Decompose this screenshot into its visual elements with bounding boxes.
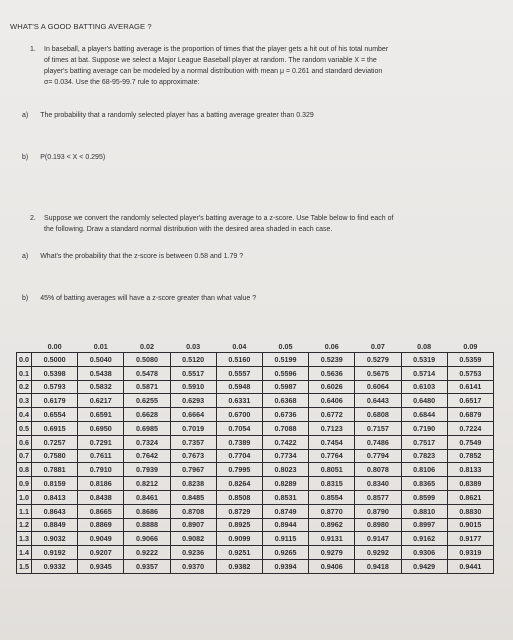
- z-table-column-header: 0.04: [232, 341, 247, 351]
- z-table-cell: 0.7995: [216, 463, 262, 477]
- z-table-cell: 0.6808: [355, 408, 401, 422]
- z-table-column-header: 0.03: [186, 341, 201, 351]
- question-1b-label: b): [22, 154, 29, 161]
- z-table-cell: 0.5557: [216, 366, 262, 380]
- z-table-cell: 0.5596: [262, 366, 308, 380]
- z-table-cell: 0.9131: [309, 532, 355, 546]
- z-table-cell: 0.9192: [32, 546, 78, 560]
- z-table-cell: 0.8729: [216, 504, 262, 518]
- z-table-cell: 0.8051: [309, 463, 355, 477]
- z-table-cell: 0.8770: [309, 504, 355, 518]
- z-table-cell: 0.5636: [309, 366, 355, 380]
- z-table-cell: 0.7881: [32, 463, 78, 477]
- question-2b-text: 45% of batting averages will have a z-score greater than what value ?: [40, 295, 257, 302]
- z-table-cell: 0.8944: [262, 518, 308, 532]
- z-table-cell: 0.9066: [124, 532, 170, 546]
- z-table-cell: 0.9236: [170, 546, 216, 560]
- z-table-cell: 0.9049: [78, 532, 124, 546]
- z-table-column-header: 0.01: [93, 341, 108, 351]
- z-table-cell: 0.8531: [262, 490, 308, 504]
- z-table-cell: 0.6255: [124, 394, 170, 408]
- question-2-line: Suppose we convert the randomly selected player's batting average to a z-score. Use Table below to find each of: [44, 215, 394, 222]
- table-row: [17, 394, 494, 408]
- z-table-cell: 0.5478: [124, 366, 170, 380]
- z-table-cell: 0.6517: [447, 394, 493, 408]
- z-table-cell: 0.6179: [32, 394, 78, 408]
- z-table-cell: 0.7704: [216, 449, 262, 463]
- z-table-cell: 0.7454: [309, 435, 355, 449]
- question-1-line: σ= 0.034. Use the 68-95-99.7 rule to approximate:: [44, 79, 200, 86]
- z-table-cell: 0.8621: [447, 490, 493, 504]
- z-table-cell: 0.6700: [216, 408, 262, 422]
- table-row: [17, 490, 494, 504]
- z-table-cell: 0.7190: [401, 421, 447, 435]
- z-table-cell: 0.6554: [32, 408, 78, 422]
- z-table-cell: 0.9222: [124, 546, 170, 560]
- z-table-cell: 0.8708: [170, 504, 216, 518]
- z-table-cell: 0.7517: [401, 435, 447, 449]
- z-table-cell: 0.5040: [78, 353, 124, 367]
- z-table-cell: 0.8888: [124, 518, 170, 532]
- z-table-row-label: 0.3: [17, 394, 32, 408]
- z-table-column-header: 0.02: [139, 341, 154, 351]
- z-table-cell: 0.8186: [78, 477, 124, 491]
- question-2b: [22, 295, 256, 302]
- z-table-cell: 0.6480: [401, 394, 447, 408]
- z-table-cell: 0.8554: [309, 490, 355, 504]
- z-table-column-header: 0.06: [324, 341, 339, 351]
- table-row: [17, 546, 494, 560]
- z-table-cell: 0.9345: [78, 559, 124, 573]
- z-table-cell: 0.5438: [78, 366, 124, 380]
- table-row: [17, 504, 494, 518]
- z-table-cell: 0.9370: [170, 559, 216, 573]
- z-table-cell: 0.8289: [262, 477, 308, 491]
- z-table-cell: 0.9319: [447, 546, 493, 560]
- z-table-cell: 0.7257: [32, 435, 78, 449]
- z-table-cell: 0.6915: [32, 421, 78, 435]
- z-table-cell: 0.8264: [216, 477, 262, 491]
- z-table: [16, 340, 494, 574]
- z-table-cell: 0.8023: [262, 463, 308, 477]
- z-table-cell: 0.5359: [447, 353, 493, 367]
- z-table-cell: 0.8238: [170, 477, 216, 491]
- z-table-row-label: 0.7: [17, 449, 32, 463]
- z-table-cell: 0.5910: [170, 380, 216, 394]
- z-table-cell: 0.8925: [216, 518, 262, 532]
- z-table-row-label: 0.2: [17, 380, 32, 394]
- z-table-cell: 0.7642: [124, 449, 170, 463]
- z-table-cell: 0.8106: [401, 463, 447, 477]
- question-2a-label: a): [22, 253, 29, 260]
- z-table-cell: 0.8997: [401, 518, 447, 532]
- question-1b: [22, 154, 105, 161]
- z-table-cell: 0.5948: [216, 380, 262, 394]
- table-row: [17, 380, 494, 394]
- z-table-cell: 0.6368: [262, 394, 308, 408]
- z-table-cell: 0.8869: [78, 518, 124, 532]
- question-1b-text: P(0.193 < X < 0.295): [40, 154, 106, 161]
- z-table-cell: 0.6443: [355, 394, 401, 408]
- z-table-cell: 0.6950: [78, 421, 124, 435]
- z-table-cell: 0.7224: [447, 421, 493, 435]
- z-table-cell: 0.9418: [355, 559, 401, 573]
- z-table-cell: 0.8907: [170, 518, 216, 532]
- z-table-cell: 0.8508: [216, 490, 262, 504]
- z-table-cell: 0.6217: [78, 394, 124, 408]
- z-table-cell: 0.9099: [216, 532, 262, 546]
- question-2-line: the following. Draw a standard normal distribution with the desired area shaded in each case.: [44, 226, 333, 233]
- z-table-row-label: 1.0: [17, 490, 32, 504]
- z-table-cell: 0.7967: [170, 463, 216, 477]
- z-table-cell: 0.8749: [262, 504, 308, 518]
- z-table-cell: 0.8686: [124, 504, 170, 518]
- z-table-cell: 0.7088: [262, 421, 308, 435]
- z-table-corner: [17, 340, 32, 353]
- z-table-cell: 0.9115: [262, 532, 308, 546]
- z-table-row-label: 1.3: [17, 532, 32, 546]
- z-table-column-header: 0.00: [47, 341, 62, 351]
- z-table-cell: 0.6844: [401, 408, 447, 422]
- z-table-cell: 0.9279: [309, 546, 355, 560]
- z-table-cell: 0.5279: [355, 353, 401, 367]
- z-table-row-label: 0.0: [17, 353, 32, 367]
- z-table-column-header: 0.08: [417, 341, 432, 351]
- table-row: [17, 518, 494, 532]
- z-table-cell: 0.8365: [401, 477, 447, 491]
- z-table-cell: 0.6293: [170, 394, 216, 408]
- question-1-line: In baseball, a player's batting average is the proportion of times that the player gets a hit out of his total number: [44, 46, 389, 53]
- z-table-cell: 0.8212: [124, 477, 170, 491]
- z-table-cell: 0.6103: [401, 380, 447, 394]
- table-row: [17, 463, 494, 477]
- z-table-cell: 0.9251: [216, 546, 262, 560]
- question-1-line: of times at bat. Suppose we select a Major League Baseball player at random. The random variable X = the: [44, 57, 377, 64]
- z-table-cell: 0.8849: [32, 518, 78, 532]
- table-row: [17, 449, 494, 463]
- z-table-cell: 0.7291: [78, 435, 124, 449]
- z-table-cell: 0.9177: [447, 532, 493, 546]
- z-table-cell: 0.8133: [447, 463, 493, 477]
- z-table-cell: 0.5675: [355, 366, 401, 380]
- z-table-cell: 0.6064: [355, 380, 401, 394]
- z-table-cell: 0.9015: [447, 518, 493, 532]
- z-table-cell: 0.8665: [78, 504, 124, 518]
- z-table-cell: 0.7580: [32, 449, 78, 463]
- z-table-cell: 0.9332: [32, 559, 78, 573]
- z-table-cell: 0.6772: [309, 408, 355, 422]
- z-table-cell: 0.8159: [32, 477, 78, 491]
- z-table-cell: 0.9292: [355, 546, 401, 560]
- table-row: [17, 421, 494, 435]
- table-row: [17, 366, 494, 380]
- z-table-cell: 0.9306: [401, 546, 447, 560]
- z-table-cell: 0.5871: [124, 380, 170, 394]
- z-table-cell: 0.8577: [355, 490, 401, 504]
- question-2a-text: What's the probability that the z-score is between 0.58 and 1.79 ?: [40, 253, 244, 260]
- table-row: [17, 477, 494, 491]
- z-table-cell: 0.6591: [78, 408, 124, 422]
- z-table-cell: 0.7422: [262, 435, 308, 449]
- z-table-cell: 0.5517: [170, 366, 216, 380]
- z-table-cell: 0.5239: [309, 353, 355, 367]
- z-table-cell: 0.8980: [355, 518, 401, 532]
- z-table-cell: 0.5080: [124, 353, 170, 367]
- z-table-cell: 0.7123: [309, 421, 355, 435]
- z-table-cell: 0.5000: [32, 353, 78, 367]
- z-table-cell: 0.8830: [447, 504, 493, 518]
- z-table-cell: 0.9265: [262, 546, 308, 560]
- z-table-cell: 0.7389: [216, 435, 262, 449]
- question-2a: [22, 253, 243, 260]
- z-table-cell: 0.7794: [355, 449, 401, 463]
- z-table-cell: 0.6406: [309, 394, 355, 408]
- z-table-cell: 0.6985: [124, 421, 170, 435]
- z-table-cell: 0.8315: [309, 477, 355, 491]
- z-table-cell: 0.9082: [170, 532, 216, 546]
- z-table-cell: 0.7054: [216, 421, 262, 435]
- z-table-row-label: 1.4: [17, 546, 32, 560]
- z-table-cell: 0.7324: [124, 435, 170, 449]
- z-table-cell: 0.5319: [401, 353, 447, 367]
- z-table-cell: 0.5160: [216, 353, 262, 367]
- table-row: [17, 408, 494, 422]
- z-table-cell: 0.8485: [170, 490, 216, 504]
- z-table-cell: 0.8078: [355, 463, 401, 477]
- z-table-cell: 0.6141: [447, 380, 493, 394]
- z-table-cell: 0.7823: [401, 449, 447, 463]
- z-table-cell: 0.9147: [355, 532, 401, 546]
- z-table-cell: 0.9429: [401, 559, 447, 573]
- z-table-column-header: 0.07: [370, 341, 385, 351]
- z-table-cell: 0.5199: [262, 353, 308, 367]
- z-table-cell: 0.8438: [78, 490, 124, 504]
- z-table-cell: 0.7910: [78, 463, 124, 477]
- question-1-number: 1.: [30, 46, 36, 53]
- z-table-cell: 0.6628: [124, 408, 170, 422]
- z-table-cell: 0.7734: [262, 449, 308, 463]
- z-table-cell: 0.7764: [309, 449, 355, 463]
- z-table-cell: 0.9357: [124, 559, 170, 573]
- z-table-row-label: 0.1: [17, 366, 32, 380]
- z-table-header-row: [17, 340, 494, 353]
- z-table-column-header: 0.05: [278, 341, 293, 351]
- z-table-cell: 0.8340: [355, 477, 401, 491]
- table-row: [17, 532, 494, 546]
- z-table-cell: 0.5120: [170, 353, 216, 367]
- z-table-cell: 0.8599: [401, 490, 447, 504]
- table-row: [17, 353, 494, 367]
- z-table-cell: 0.8643: [32, 504, 78, 518]
- z-table-row-label: 0.5: [17, 421, 32, 435]
- z-table-cell: 0.5753: [447, 366, 493, 380]
- z-table-cell: 0.9441: [447, 559, 493, 573]
- z-table-cell: 0.9406: [309, 559, 355, 573]
- z-table-cell: 0.8810: [401, 504, 447, 518]
- z-table-cell: 0.9032: [32, 532, 78, 546]
- z-table-cell: 0.8790: [355, 504, 401, 518]
- question-1: [30, 44, 504, 88]
- question-2b-label: b): [22, 295, 29, 302]
- question-2: [30, 213, 504, 235]
- z-table-cell: 0.5714: [401, 366, 447, 380]
- question-1a-text: The probability that a randomly selected player has a batting average greater than 0.329: [40, 112, 314, 119]
- z-table-cell: 0.9394: [262, 559, 308, 573]
- z-table-cell: 0.9162: [401, 532, 447, 546]
- z-table-row-label: 0.4: [17, 408, 32, 422]
- z-table-row-label: 0.9: [17, 477, 32, 491]
- z-table-cell: 0.7673: [170, 449, 216, 463]
- z-table-cell: 0.8389: [447, 477, 493, 491]
- page-title: WHAT'S A GOOD BATTING AVERAGE ?: [10, 22, 152, 31]
- z-table-cell: 0.8962: [309, 518, 355, 532]
- z-table-cell: 0.7019: [170, 421, 216, 435]
- z-table-cell: 0.6879: [447, 408, 493, 422]
- table-row: [17, 559, 494, 573]
- question-1a: [22, 112, 314, 119]
- question-1a-label: a): [22, 112, 29, 119]
- z-table-row-label: 1.1: [17, 504, 32, 518]
- z-table-row-label: 1.2: [17, 518, 32, 532]
- z-table-row-label: 0.8: [17, 463, 32, 477]
- z-table-row-label: 1.5: [17, 559, 32, 573]
- z-table-cell: 0.7549: [447, 435, 493, 449]
- question-1-line: player's batting average can be modeled by a normal distribution with mean μ = 0.261 and standard deviation: [44, 68, 383, 75]
- z-table-column-header: 0.09: [463, 341, 478, 351]
- z-table-cell: 0.7357: [170, 435, 216, 449]
- z-table-cell: 0.7852: [447, 449, 493, 463]
- z-table-cell: 0.5832: [78, 380, 124, 394]
- z-table-cell: 0.8413: [32, 490, 78, 504]
- z-table-cell: 0.7939: [124, 463, 170, 477]
- z-table-cell: 0.5398: [32, 366, 78, 380]
- z-table-cell: 0.8461: [124, 490, 170, 504]
- z-table-cell: 0.6026: [309, 380, 355, 394]
- z-table-cell: 0.6664: [170, 408, 216, 422]
- z-table-cell: 0.6331: [216, 394, 262, 408]
- z-table-cell: 0.5793: [32, 380, 78, 394]
- z-table-cell: 0.5987: [262, 380, 308, 394]
- z-table-cell: 0.9382: [216, 559, 262, 573]
- question-2-number: 2.: [30, 215, 36, 222]
- z-table-cell: 0.9207: [78, 546, 124, 560]
- table-row: [17, 435, 494, 449]
- z-table-row-label: 0.6: [17, 435, 32, 449]
- z-table-cell: 0.7486: [355, 435, 401, 449]
- z-table-cell: 0.6736: [262, 408, 308, 422]
- z-table-cell: 0.7157: [355, 421, 401, 435]
- z-table-cell: 0.7611: [78, 449, 124, 463]
